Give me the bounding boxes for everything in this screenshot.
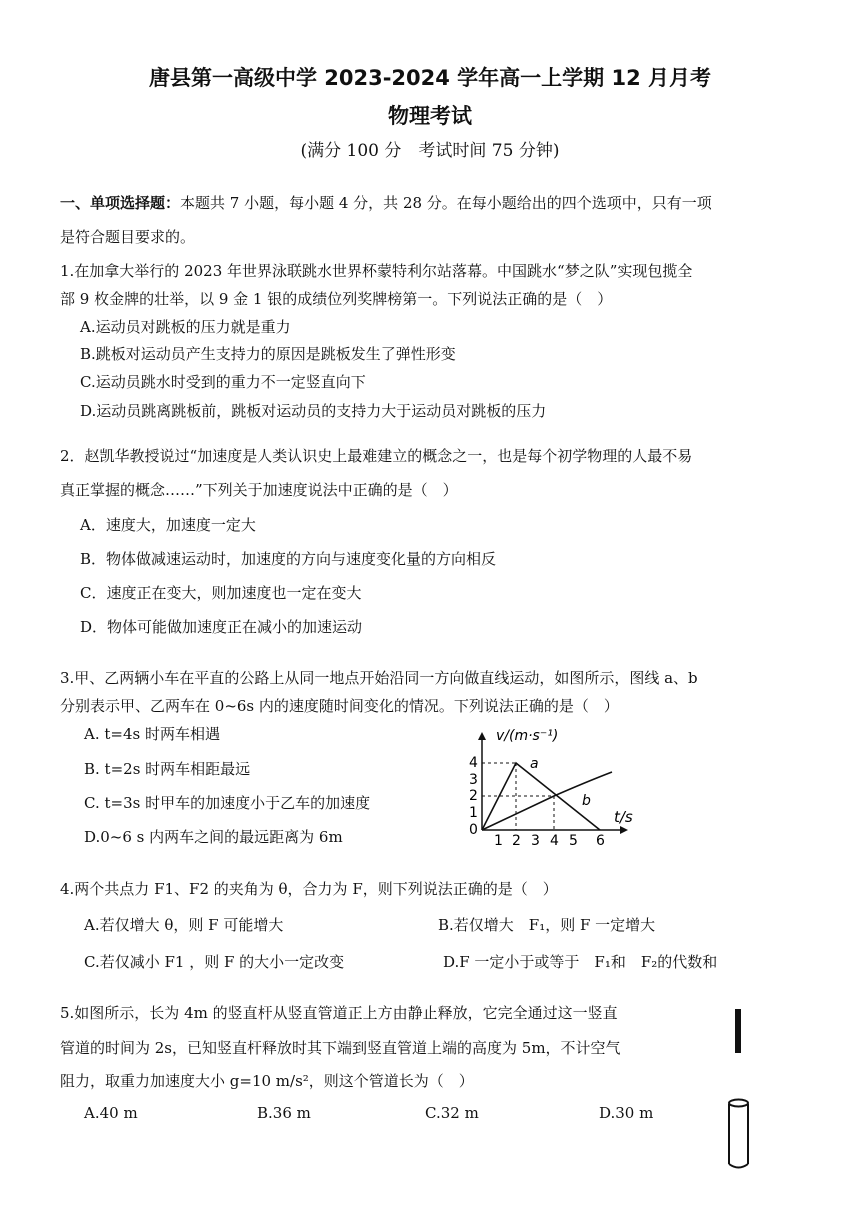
x-tick-3: 3 — [531, 833, 540, 848]
y-tick-4: 4 — [469, 755, 478, 771]
y-tick-2: 2 — [469, 788, 478, 804]
q2-option-b: B．物体做减速运动时，加速度的方向与速度变化量的方向相反 — [80, 550, 497, 568]
section-label: 一、单项选择题： — [60, 194, 181, 212]
q4-option-c: C.若仅减小 F1 ，则 F 的大小一定改变 — [84, 953, 345, 971]
q3-option-c: C. t=3s 时甲车的加速度小于乙车的加速度 — [84, 794, 371, 812]
q1-text-line1: 1.在加拿大举行的 2023 年世界泳联跳水世界杯蒙特利尔站落幕。中国跳水“梦之队”实现包揽全 — [60, 262, 693, 280]
q2-option-c: C．速度正在变大，则加速度也一定在变大 — [80, 584, 362, 602]
q1-option-c: C.运动员跳水时受到的重力不一定竖直向下 — [80, 373, 366, 391]
q5-text-line1: 5.如图所示，长为 4m 的竖直杆从竖直管道正上方由静止释放，它完全通过这一竖直 — [60, 1004, 618, 1022]
y-tick-0: 0 — [469, 822, 478, 838]
y-tick-1: 1 — [469, 805, 478, 821]
q4-option-d: D.F 一定小于或等于 F₁和 F₂的代数和 — [443, 953, 718, 971]
line-a-label: a — [530, 756, 539, 772]
q5-text-line2: 管道的时间为 2s，已知竖直杆释放时其下端到竖直管道上端的高度为 5m，不计空气 — [60, 1039, 621, 1057]
q3-text-line1: 3.甲、乙两辆小车在平直的公路上从同一地点开始沿同一方向做直线运动，如图所示，图线 a、b — [60, 669, 698, 687]
section-desc-line2: 是符合题目要求的。 — [60, 228, 196, 246]
q1-option-d: D.运动员跳离跳板前，跳板对运动员的支持力大于运动员对跳板的压力 — [80, 402, 547, 420]
line-b-label: b — [582, 793, 591, 809]
q3-vt-graph — [436, 724, 646, 848]
q5-option-b: B.36 m — [257, 1104, 311, 1122]
x-axis-arrow — [620, 826, 628, 834]
y-axis-arrow — [478, 732, 486, 740]
x-tick-1: 1 — [494, 833, 503, 848]
y-tick-3: 3 — [469, 772, 478, 788]
vertical-pipe — [729, 1100, 748, 1168]
q3-option-a: A. t=4s 时两车相遇 — [84, 725, 220, 743]
q5-option-c: C.32 m — [425, 1104, 479, 1122]
y-axis-label: v/(m·s⁻¹) — [496, 728, 559, 744]
q4-option-b: B.若仅增大 F₁，则 F 一定增大 — [438, 916, 656, 934]
exam-title: 唐县第一高级中学 2023-2024 学年高一上学期 12 月月考 — [148, 66, 712, 90]
q2-option-d: D．物体可能做加速度正在减小的加速运动 — [80, 618, 363, 636]
q1-option-b: B.跳板对运动员产生支持力的原因是跳板发生了弹性形变 — [80, 345, 456, 363]
q5-option-d: D.30 m — [599, 1104, 654, 1122]
q5-rod-pipe-figure — [720, 1006, 760, 1174]
q1-text-line2: 部 9 枚金牌的壮举，以 9 金 1 银的成绩位列奖牌榜第一。下列说法正确的是（ ） — [60, 290, 613, 308]
q2-text-line1: 2．赵凯华教授说过“加速度是人类认识史上最难建立的概念之一，也是每个初学物理的人最不易 — [60, 447, 693, 465]
q3-text-line2: 分别表示甲、乙两车在 0~6s 内的速度随时间变化的情况。下列说法正确的是（ ） — [60, 697, 619, 715]
q4-text-line1: 4.两个共点力 F1、F2 的夹角为 θ，合力为 F，则下列说法正确的是（ ） — [60, 880, 558, 898]
exam-subtitle: 物理考试 — [388, 104, 472, 128]
x-tick-4: 4 — [550, 833, 559, 848]
vertical-rod — [735, 1009, 741, 1053]
q2-text-line2: 真正掌握的概念……”下列关于加速度说法中正确的是（ ） — [60, 481, 458, 499]
q4-option-a: A.若仅增大 θ，则 F 可能增大 — [84, 916, 284, 934]
q3-option-d: D.0~6 s 内两车之间的最远距离为 6m — [84, 828, 343, 846]
x-tick-6: 6 — [596, 833, 605, 848]
x-tick-2: 2 — [512, 833, 521, 848]
x-tick-5: 5 — [569, 833, 578, 848]
exam-info: (满分 100 分 考试时间 75 分钟) — [300, 141, 560, 161]
q2-option-a: A．速度大，加速度一定大 — [80, 516, 256, 534]
x-axis-label: t/s — [614, 808, 633, 826]
section-heading — [60, 192, 712, 213]
line-b — [482, 772, 612, 830]
q3-option-b: B. t=2s 时两车相距最远 — [84, 760, 251, 778]
q5-text-line3: 阻力，取重力加速度大小 g=10 m/s²，则这个管道长为（ ） — [60, 1072, 474, 1090]
q5-option-a: A.40 m — [84, 1104, 138, 1122]
q1-option-a: A.运动员对跳板的压力就是重力 — [80, 318, 291, 336]
section-desc: 本题共 7 小题，每小题 4 分，共 28 分。在每小题给出的四个选项中，只有一项 — [180, 194, 712, 212]
